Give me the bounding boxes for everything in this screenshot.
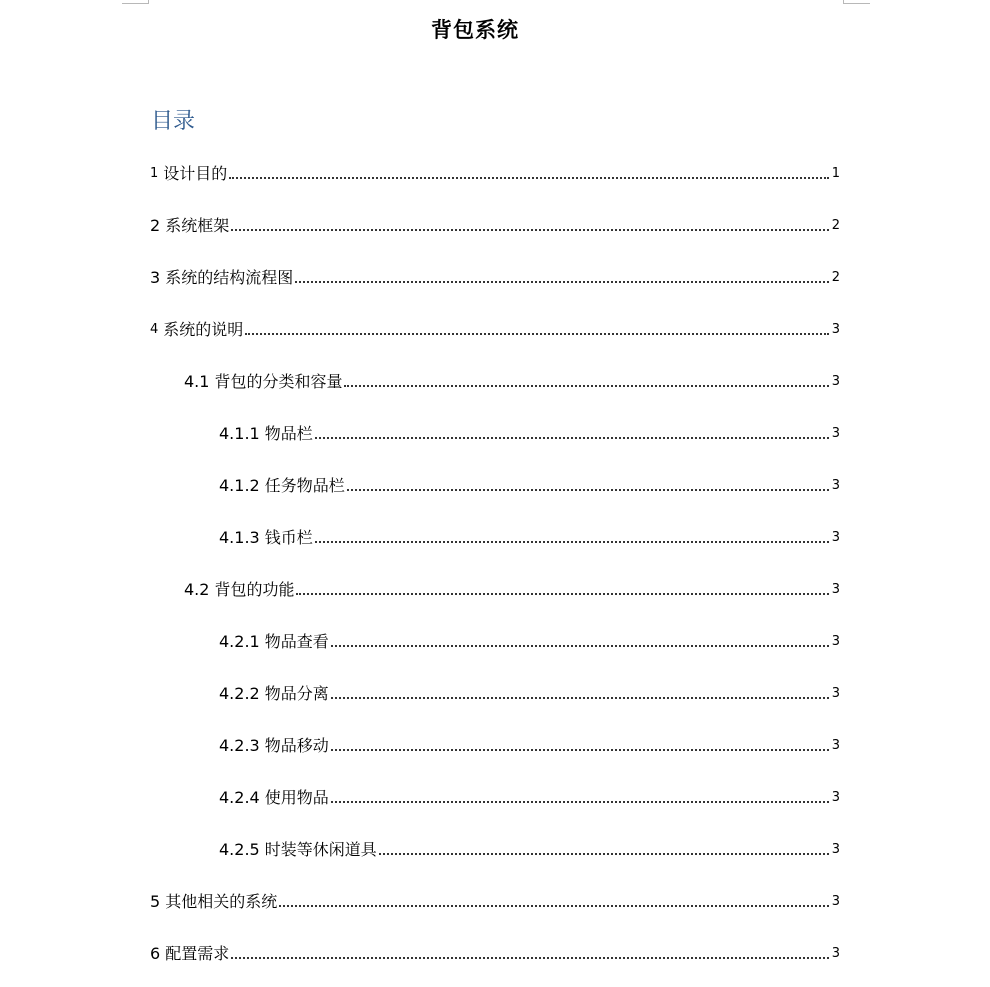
toc-entry-title: 物品栏 — [264, 424, 313, 443]
toc-entry-number: 4.1.2 — [219, 476, 260, 495]
toc-dot-leader — [279, 905, 829, 907]
toc-entry-page: 3 — [831, 582, 840, 597]
toc-entry-title: 系统框架 — [165, 216, 230, 235]
toc-dot-leader — [331, 697, 829, 699]
toc-entry-page: 1 — [831, 166, 840, 181]
toc-entry-title: 物品分离 — [264, 684, 329, 703]
toc-entry-2[interactable] — [150, 214, 840, 236]
toc-dot-leader — [231, 229, 829, 231]
toc-entry-6[interactable] — [150, 942, 840, 964]
toc-entry-page: 3 — [831, 478, 840, 493]
toc-entry-page: 2 — [831, 270, 840, 285]
toc-entry-4-2-3[interactable] — [219, 734, 840, 756]
toc-entry-page: 3 — [831, 790, 840, 805]
toc-entry-title: 设计目的 — [163, 164, 228, 183]
toc-entry-3[interactable] — [150, 266, 840, 288]
toc-dot-leader — [295, 281, 829, 283]
toc-dot-leader — [331, 645, 829, 647]
toc-entry-4-2-2[interactable] — [219, 682, 840, 704]
toc-entry-title: 配置需求 — [165, 944, 230, 963]
toc-entry-number: 4.1.3 — [219, 528, 260, 547]
toc-dot-leader — [331, 801, 829, 803]
toc-entry-4-2-4[interactable] — [219, 786, 840, 808]
toc-entry-page: 3 — [831, 738, 840, 753]
toc-entry-page: 3 — [831, 634, 840, 649]
toc-entry-4-1-3[interactable] — [219, 526, 840, 548]
toc-entry-page: 3 — [831, 686, 840, 701]
toc-dot-leader — [315, 541, 829, 543]
toc-entry-page: 3 — [831, 426, 840, 441]
toc-entry-number: 5 — [150, 892, 161, 911]
toc-dot-leader — [229, 177, 828, 179]
toc-entry-page: 3 — [831, 322, 840, 337]
toc-entry-page: 2 — [831, 218, 840, 233]
toc-entry-number: 2 — [150, 216, 161, 235]
toc-entry-title: 背包的分类和容量 — [214, 372, 343, 391]
toc-heading: 目录 — [151, 109, 196, 134]
document-title: 背包系统 — [431, 18, 519, 42]
toc-entry-5[interactable] — [150, 890, 840, 912]
toc-entry-title: 时装等休闲道具 — [264, 840, 377, 859]
toc-entry-number: 4 — [150, 322, 159, 337]
toc-entry-4-2-5[interactable] — [219, 838, 840, 860]
toc-entry-4-1-1[interactable] — [219, 422, 840, 444]
toc-entry-title: 系统的结构流程图 — [165, 268, 294, 287]
toc-entry-number: 4.2.1 — [219, 632, 260, 651]
toc-entry-number: 1 — [150, 166, 159, 181]
toc-entry-title: 钱币栏 — [264, 528, 313, 547]
toc-entry-number: 4.1 — [184, 372, 210, 391]
toc-entry-page: 3 — [831, 374, 840, 389]
toc-entry-title: 系统的说明 — [163, 320, 244, 339]
toc-entry-number: 4.2 — [184, 580, 210, 599]
toc-entry-number: 4.2.3 — [219, 736, 260, 755]
toc-dot-leader — [245, 333, 828, 335]
toc-dot-leader — [331, 749, 829, 751]
toc-entry-title: 使用物品 — [264, 788, 329, 807]
toc-entry-page: 3 — [831, 530, 840, 545]
toc-entry-page: 3 — [831, 894, 840, 909]
toc-dot-leader — [379, 853, 829, 855]
toc-dot-leader — [315, 437, 829, 439]
toc-entry-number: 4.1.1 — [219, 424, 260, 443]
toc-entry-number: 4.2.4 — [219, 788, 260, 807]
toc-entry-page: 3 — [831, 842, 840, 857]
toc-entry-title: 其他相关的系统 — [165, 892, 278, 911]
toc-entry-title: 任务物品栏 — [264, 476, 345, 495]
toc-entry-number: 4.2.5 — [219, 840, 260, 859]
toc-entry-1[interactable] — [150, 162, 840, 184]
toc-entry-number: 4.2.2 — [219, 684, 260, 703]
toc-dot-leader — [296, 593, 828, 595]
page-corner-mark-right — [843, 0, 870, 4]
toc-entry-page: 3 — [831, 946, 840, 961]
toc-dot-leader — [347, 489, 829, 491]
page-corner-mark-left — [122, 0, 149, 4]
toc-dot-leader — [231, 957, 829, 959]
toc-entry-4-2-1[interactable] — [219, 630, 840, 652]
toc-entry-4-1-2[interactable] — [219, 474, 840, 496]
toc-entry-4[interactable] — [150, 318, 840, 340]
toc-entry-number: 3 — [150, 268, 161, 287]
toc-entry-title: 物品移动 — [264, 736, 329, 755]
toc-entry-number: 6 — [150, 944, 161, 963]
toc-entry-title: 背包的功能 — [214, 580, 295, 599]
toc-entry-4-2[interactable] — [184, 578, 840, 600]
toc-dot-leader — [344, 385, 828, 387]
toc-entry-4-1[interactable] — [184, 370, 840, 392]
toc-entry-title: 物品查看 — [264, 632, 329, 651]
